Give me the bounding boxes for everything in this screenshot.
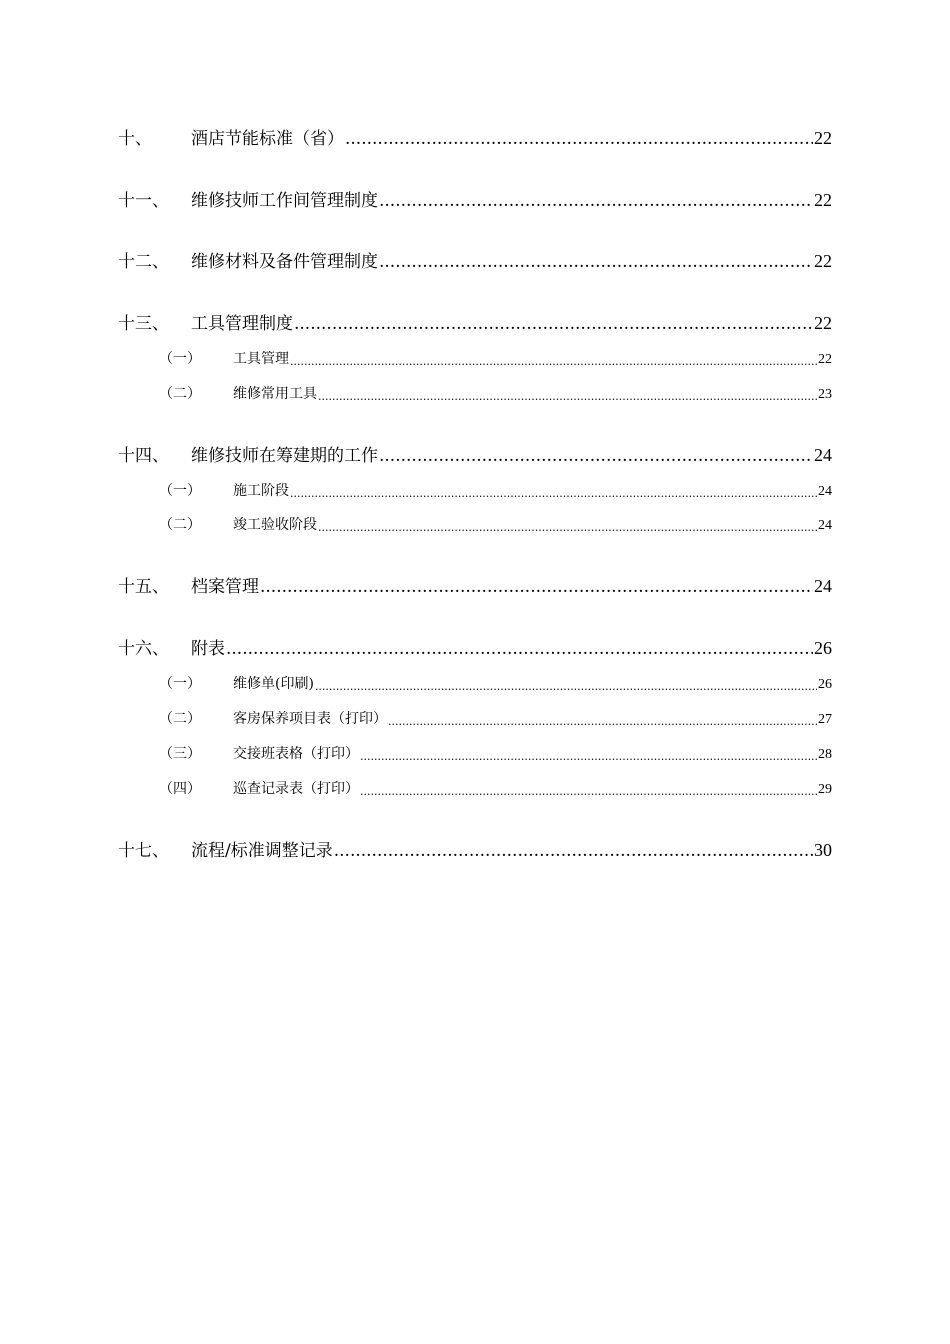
toc-dot-leader [345,127,813,149]
toc-subentry-page: 27 [818,712,832,727]
toc-subentry[interactable] [118,710,832,728]
toc-entry-number: 十二、 [118,252,169,272]
toc-dot-leader [260,575,813,597]
toc-subentry-title: 施工阶段 [233,483,289,499]
toc-subentry[interactable] [118,385,832,403]
toc-dot-leader [318,385,817,403]
toc-subentry-number: （二） [159,711,201,727]
toc-subentry[interactable] [118,745,832,763]
toc-subentry-page: 22 [818,352,832,367]
toc-entry-number: 十四、 [118,446,169,466]
toc-subentry-title: 维修单(印刷) [233,676,314,692]
toc-subentry[interactable] [118,350,832,368]
toc-dot-leader [379,444,813,466]
toc-dot-leader [360,745,817,763]
toc-subentry-number: （四） [159,781,201,797]
toc-entry[interactable] [118,250,832,272]
toc-dot-leader [290,482,817,500]
toc-subentry-number: （二） [159,386,201,402]
toc-entry-page: 24 [814,576,832,596]
toc-subentry-page: 23 [818,387,832,402]
toc-dot-leader [379,189,813,211]
toc-entry-page: 24 [814,445,832,465]
toc-subentry[interactable] [118,482,832,500]
toc-subentry-page: 28 [818,747,832,762]
toc-dot-leader [294,312,813,334]
toc-entry-number: 十一、 [118,191,169,211]
toc-dot-leader [360,780,817,798]
toc-dot-leader [290,350,817,368]
toc-entry-number: 十六、 [118,639,169,659]
toc-subentry[interactable] [118,780,832,798]
toc-dot-leader [388,710,817,728]
toc-entry[interactable] [118,312,832,334]
toc-entry-page: 22 [814,251,832,271]
toc-entry-title: 维修材料及备件管理制度 [191,252,378,272]
toc-subentry-page: 24 [818,484,832,499]
toc-subentry-number: （一） [159,483,201,499]
toc-subentry-title: 客房保养项目表（打印） [233,711,387,727]
toc-entry-title: 维修技师工作间管理制度 [191,191,378,211]
toc-subentry-title: 维修常用工具 [233,386,317,402]
toc-dot-leader [318,516,817,534]
toc-entry-page: 26 [814,638,832,658]
toc-entry-title: 工具管理制度 [191,314,293,334]
toc-entry[interactable] [118,575,832,597]
toc-subentry-number: （一） [159,676,201,692]
toc-subentry-title: 交接班表格（打印） [233,746,359,762]
toc-subentry-number: （一） [159,351,201,367]
toc-entry[interactable] [118,637,832,659]
toc-entry-title: 维修技师在筹建期的工作 [191,446,378,466]
toc-subentry-page: 29 [818,782,832,797]
toc-subentry-title: 竣工验收阶段 [233,517,317,533]
toc-entry-page: 22 [814,128,832,148]
toc-subentry-page: 24 [818,518,832,533]
toc-entry[interactable] [118,127,832,149]
toc-subentry[interactable] [118,516,832,534]
toc-entry-number: 十五、 [118,577,169,597]
toc-subentry-title: 工具管理 [233,351,289,367]
toc-entry[interactable] [118,189,832,211]
toc-entry-number: 十三、 [118,314,169,334]
toc-dot-leader [315,675,817,693]
toc-dot-leader [379,250,813,272]
toc-entry-page: 30 [814,840,832,860]
toc-subentry-number: （二） [159,517,201,533]
toc-dot-leader [226,637,813,659]
toc-entry-title: 酒店节能标准（省） [191,129,344,149]
toc-entry-page: 22 [814,190,832,210]
toc-entry-title: 流程/标准调整记录 [191,841,333,861]
toc-entry-page: 22 [814,313,832,333]
toc-subentry-page: 26 [818,677,832,692]
toc-subentry-title: 巡查记录表（打印） [233,781,359,797]
toc-entry-title: 档案管理 [191,577,259,597]
toc-entry[interactable] [118,839,832,861]
toc-entry-number: 十、 [118,129,152,149]
toc-entry-title: 附表 [191,639,225,659]
toc-dot-leader [334,839,813,861]
toc-entry-number: 十七、 [118,841,169,861]
toc-entry[interactable] [118,444,832,466]
toc-subentry[interactable] [118,675,832,693]
toc-subentry-number: （三） [159,746,201,762]
